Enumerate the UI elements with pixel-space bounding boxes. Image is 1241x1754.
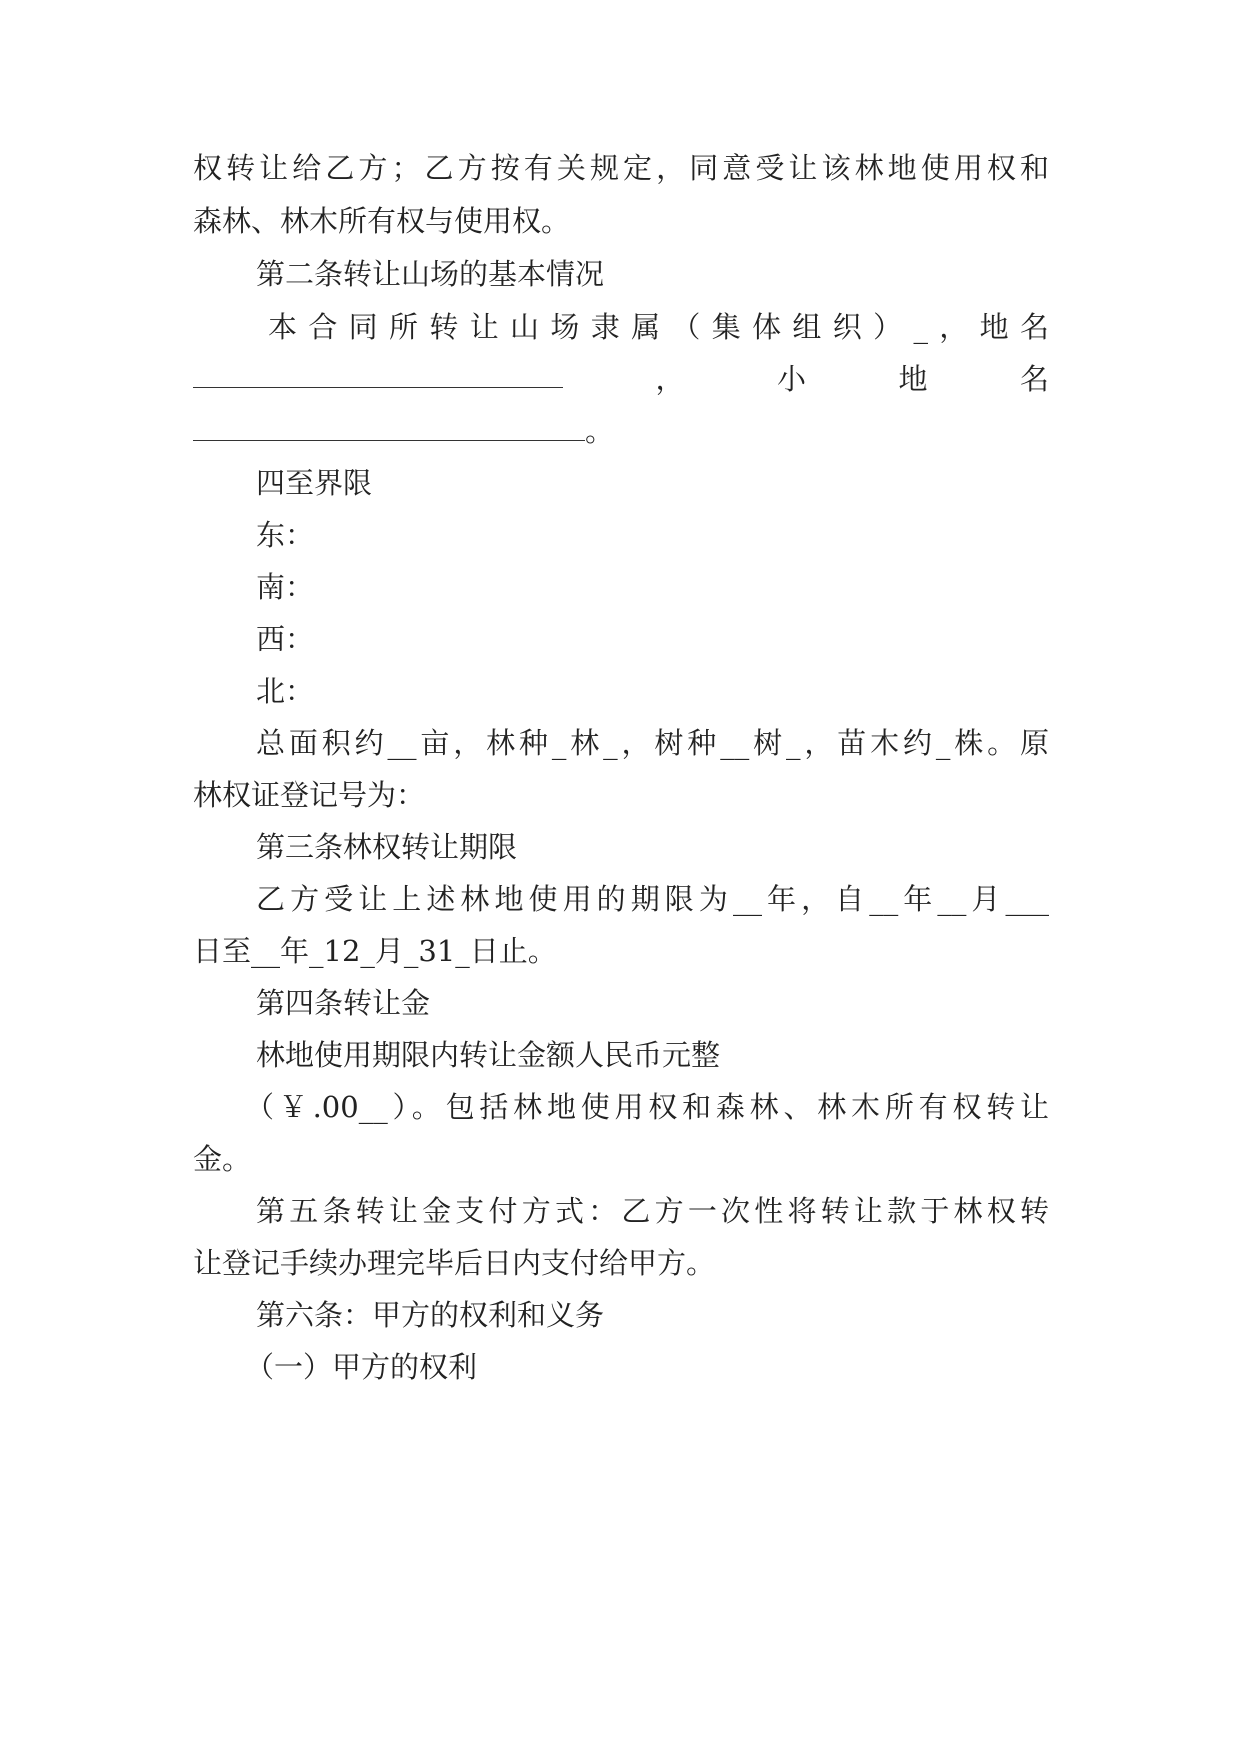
paragraph-line: 让登记手续办理完毕后日内支付给甲方。: [193, 1246, 716, 1280]
paragraph-line: 本合同所转让山场隶属（集体组织）_，地名: [268, 310, 1049, 344]
paragraph-line: 第五条转让金支付方式：乙方一次性将转让款于林权转: [256, 1194, 1049, 1228]
article-heading: 第四条转让金: [256, 986, 431, 1020]
article-heading: 第二条转让山场的基本情况: [256, 257, 605, 291]
paragraph-line: [193, 359, 1049, 399]
section-label: 四至界限: [256, 466, 373, 500]
paragraph-line: 总面积约__亩，林种_林_，树种__树_，苗木约_株。原: [256, 726, 1049, 760]
comma-text: ，: [655, 362, 685, 396]
text-xiao: 小: [776, 362, 806, 396]
paragraph-line: （￥.00__）。包括林地使用权和森林、林木所有权转让: [245, 1090, 1049, 1124]
boundary-south: 南：: [256, 570, 315, 604]
paragraph-line: 日至__年_12_月_31_日止。: [193, 934, 557, 968]
article-heading: 第六条：甲方的权利和义务: [256, 1298, 605, 1332]
period-text: 。: [585, 414, 615, 448]
text-ming: 名: [1019, 362, 1049, 396]
paragraph-line: 乙方受让上述林地使用的期限为__年，自__年__月___: [256, 882, 1049, 916]
article-heading: 第三条林权转让期限: [256, 830, 518, 864]
text-di: 地: [898, 362, 928, 396]
paragraph-line: [193, 411, 1049, 451]
paragraph-line: 森林、林木所有权与使用权。: [193, 204, 571, 238]
sub-heading: （一）甲方的权利: [245, 1350, 478, 1384]
paragraph-line: 金。: [193, 1142, 252, 1176]
paragraph-line: 权转让给乙方；乙方按有关规定，同意受让该林地使用权和: [193, 151, 1049, 185]
paragraph-line: 林权证登记号为：: [193, 778, 426, 812]
blank-underline: [193, 359, 563, 388]
blank-underline: [193, 412, 585, 441]
boundary-east: 东：: [256, 518, 315, 552]
boundary-north: 北：: [256, 674, 315, 708]
boundary-west: 西：: [256, 622, 315, 656]
paragraph-line: 林地使用期限内转让金额人民币元整: [256, 1038, 721, 1072]
